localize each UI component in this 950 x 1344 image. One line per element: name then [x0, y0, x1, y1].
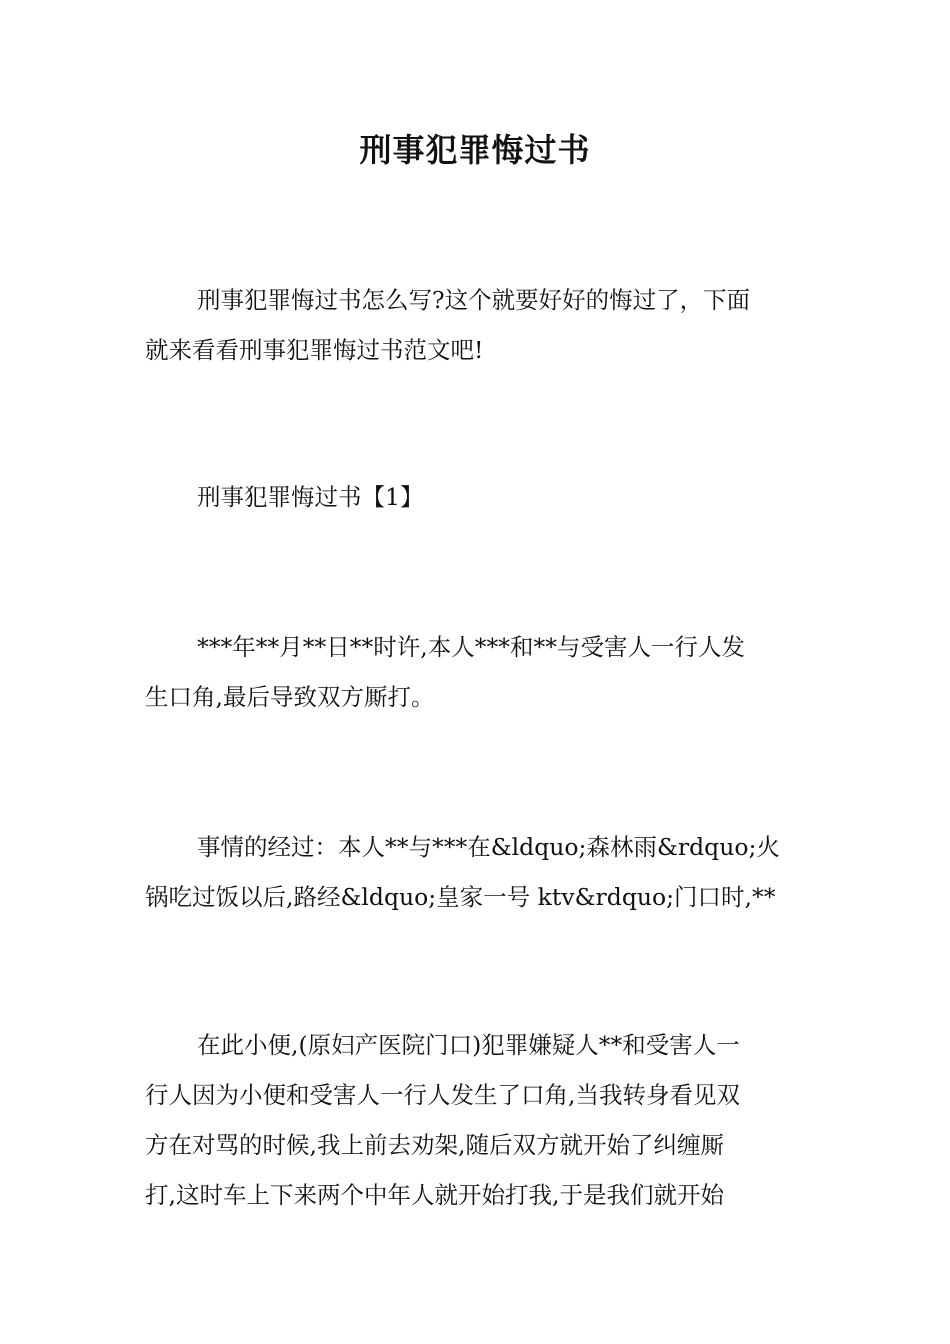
document-title: 刑事犯罪悔过书: [359, 131, 591, 169]
section-heading: [145, 472, 807, 522]
paragraph-line: 刑事犯罪悔过书【1】: [197, 483, 424, 511]
paragraph-line: 在此小便,(原妇产医院门口)犯罪嫌疑人**和受害人一: [197, 1031, 740, 1059]
paragraph-intro: [145, 275, 807, 375]
paragraph-line: 刑事犯罪悔过书怎么写?这个就要好好的悔过了，下面: [197, 286, 751, 314]
paragraph-line: 生口角,最后导致双方厮打。: [145, 683, 435, 711]
paragraph-line: ***年**月**日**时许,本人***和**与受害人一行人发: [197, 633, 745, 661]
paragraph-line: 打,这时车上下来两个中年人就开始打我,于是我们就开始: [145, 1181, 724, 1209]
paragraph-line: 就来看看刑事犯罪悔过书范文吧!: [145, 336, 484, 364]
paragraph-incident: [145, 622, 807, 722]
paragraph-line: 锅吃过饭以后,路经&ldquo;皇家一号 ktv&rdquo;门口时,**: [145, 883, 776, 911]
paragraph-line: 事情的经过：本人**与***在&ldquo;森林雨&rdquo;火: [197, 833, 780, 861]
paragraph-account: [145, 1020, 807, 1220]
paragraph-line: 行人因为小便和受害人一行人发生了口角,当我转身看见双: [145, 1081, 740, 1109]
paragraph-details: [145, 822, 807, 922]
paragraph-line: 方在对骂的时候,我上前去劝架,随后双方就开始了纠缠厮: [145, 1131, 724, 1159]
